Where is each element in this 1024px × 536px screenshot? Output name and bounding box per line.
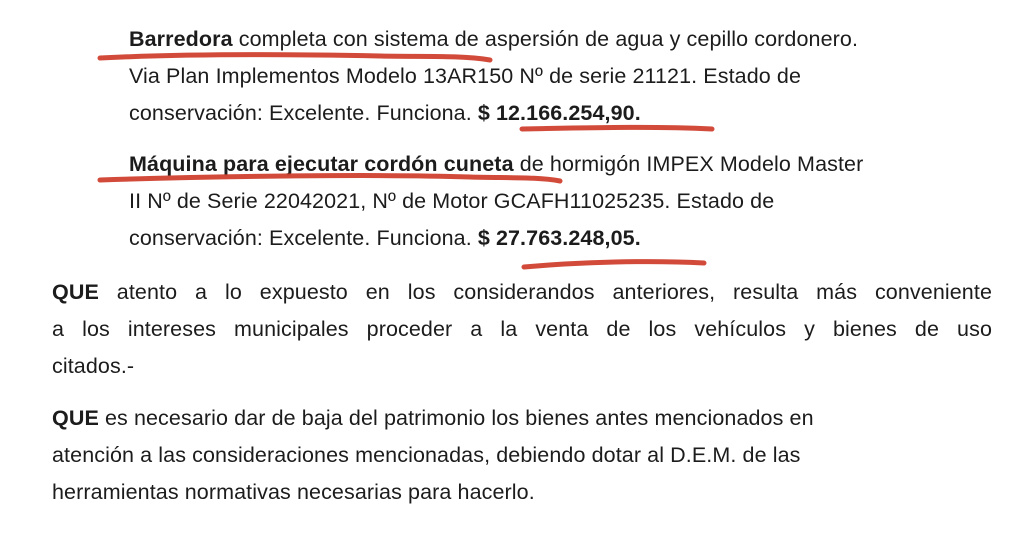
item-maquina-line-2: II Nº de Serie 22042021, Nº de Motor GCAFH11025235. Estado de (129, 189, 775, 213)
que-paragraph-2-text-1: es necesario dar de baja del patrimonio los bienes antes mencionados en (98, 406, 814, 430)
item-barredora-description: completa con sistema de aspersión de agua y cepillo cordonero. (232, 27, 859, 51)
item-barredora-label: Barredora (129, 27, 233, 51)
item-barredora-line-1 (129, 21, 989, 58)
que-keyword-2: QUE (52, 406, 99, 430)
item-barredora (129, 21, 989, 132)
que-paragraph-1 (52, 274, 992, 385)
que-paragraph-2-line-2: atención a las consideraciones mencionadas, debiendo dotar al D.E.M. de las (52, 443, 801, 467)
que-paragraph-1-line-2: a los intereses municipales proceder a la venta de los vehículos y bienes de uso (52, 317, 992, 341)
item-maquina-line-1 (129, 146, 989, 183)
item-maquina-line-3 (129, 220, 989, 257)
item-maquina-description: de hormigón IMPEX Modelo Master (513, 152, 864, 176)
item-maquina-price: $ 27.763.248,05. (477, 226, 641, 250)
item-barredora-line-3 (129, 95, 989, 132)
que-paragraph-1-text-1: atento a lo expuesto en los considerandos anteriores, resulta más conveniente (98, 280, 992, 304)
red-underline-price-2 (524, 262, 704, 267)
que-paragraph-2-line-3: herramientas normativas necesarias para hacerlo. (52, 480, 535, 504)
que-paragraph-2-line-1 (52, 400, 992, 437)
item-maquina-label: Máquina para ejecutar cordón cuneta (129, 152, 514, 176)
item-barredora-line-2: Via Plan Implementos Modelo 13AR150 Nº de serie 21121. Estado de (129, 64, 802, 88)
item-barredora-condition: conservación: Excelente. Funciona. (129, 101, 472, 125)
que-paragraph-1-line-1 (52, 274, 992, 311)
item-maquina (129, 146, 989, 257)
que-paragraph-1-line-3: citados.- (52, 354, 135, 378)
item-maquina-condition: conservación: Excelente. Funciona. (129, 226, 472, 250)
que-paragraph-2 (52, 400, 992, 511)
que-keyword-1: QUE (52, 280, 99, 304)
item-barredora-price: $ 12.166.254,90. (477, 101, 641, 125)
